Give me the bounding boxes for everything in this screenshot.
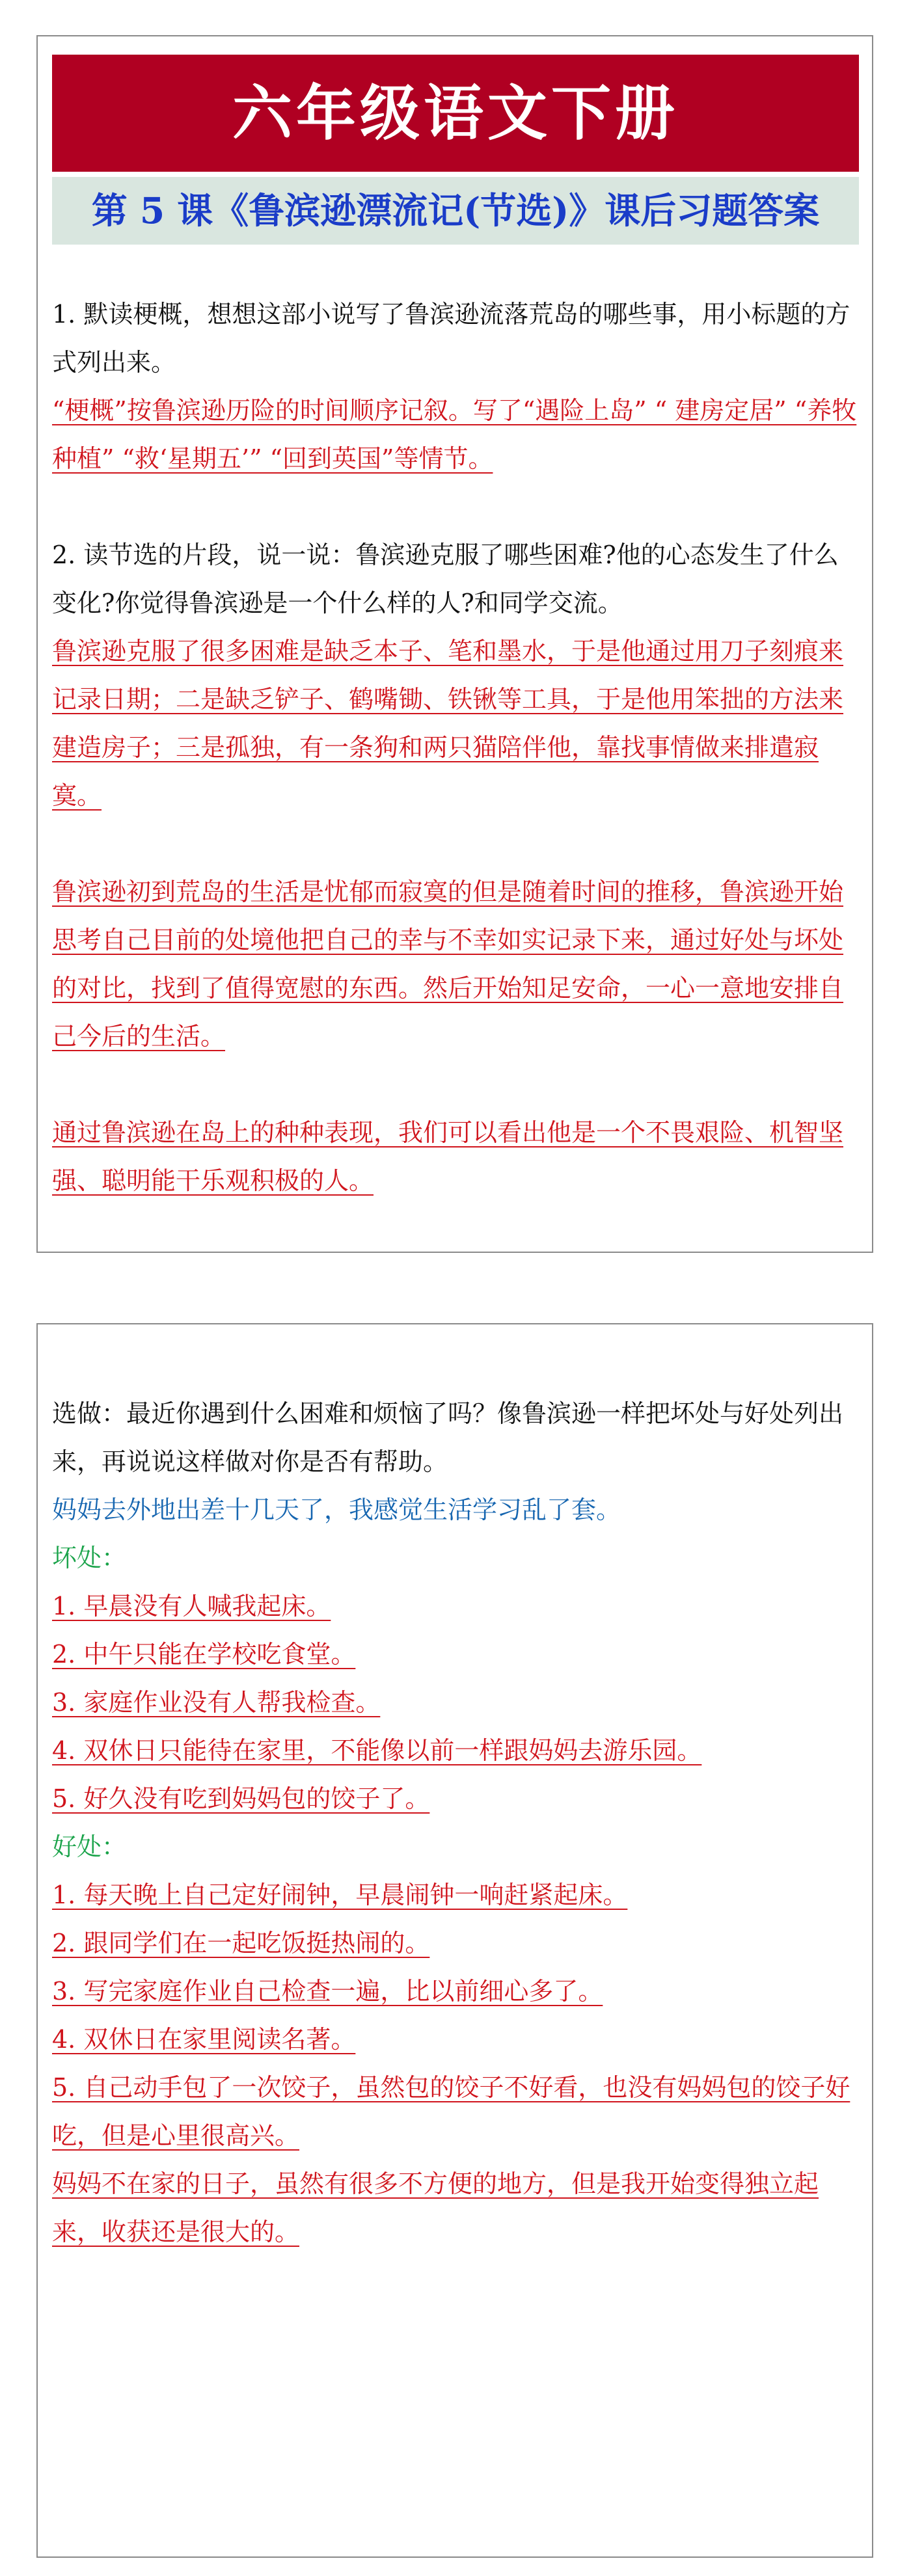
list-item-bad: 3. 家庭作业没有人帮我检查。 — [52, 1688, 381, 1717]
conclusion: 妈妈不在家的日子，虽然有很多不方便的地方，但是我开始变得独立起来，收获还是很大的。 — [52, 2169, 819, 2246]
answer-card-2 — [36, 1323, 873, 2558]
good-label: 好处： — [52, 1832, 127, 1861]
list-item-good: 3. 写完家庭作业自己检查一遍，比以前细心多了。 — [52, 1977, 603, 2006]
intro-text: 妈妈去外地出差十几天了，我感觉生活学习乱了套。 — [52, 1496, 621, 1524]
question-1: 1. 默读梗概，想想这部小说写了鲁滨逊流落荒岛的哪些事，用小标题的方式列出来。 — [52, 300, 850, 377]
section2-content — [52, 1389, 859, 2256]
bad-label: 坏处： — [52, 1544, 127, 1572]
spacer — [52, 483, 859, 531]
question-2: 2. 读节选的片段，说一说：鲁滨逊克服了哪些困难?他的心态发生了什么变化?你觉得鲁滨逊是一个什么样的人?和同学交流。 — [52, 541, 839, 617]
list-item-bad: 5. 好久没有吃到妈妈包的饺子了。 — [52, 1784, 430, 1813]
answer-2-part-3: 通过鲁滨逊在岛上的种种表现，我们可以看出他是一个不畏艰险、机智坚强、聪明能干乐观积极的人。 — [52, 1118, 844, 1195]
lesson-subtitle: 第 5 课《鲁滨逊漂流记(节选)》课后习题答案 — [52, 177, 859, 245]
list-item-good: 4. 双休日在家里阅读名著。 — [52, 2025, 356, 2054]
list-item-good: 2. 跟同学们在一起吃饭挺热闹的。 — [52, 1929, 430, 1957]
list-item-good: 1. 每天晚上自己定好闹钟，早晨闹钟一响赶紧起床。 — [52, 1881, 628, 1909]
answer-2-part-1: 鲁滨逊克服了很多困难是缺乏本子、笔和墨水，于是他通过用刀子刻痕来记录日期；二是缺乏铲子、鹤嘴锄、铁锹等工具，于是他用笨拙的方法来建造房子；三是孤独，有一条狗和两只猫陪伴他，靠找事情做来排遣寂寞。 — [52, 637, 844, 810]
answer-card-1 — [36, 35, 873, 1253]
list-item-good: 5. 自己动手包了一次饺子，虽然包的饺子不好看，也没有妈妈包的饺子好吃，但是心里很高兴。 — [52, 2073, 850, 2150]
answer-1: “梗概”按鲁滨逊历险的时间顺序记叙。写了“遇险上岛” “ 建房定居” “养牧种植” “救‘星期五’” “回到英国”等情节。 — [52, 396, 857, 473]
page-title: 六年级语文下册 — [52, 55, 859, 172]
list-item-bad: 2. 中午只能在学校吃食堂。 — [52, 1640, 356, 1669]
list-item-bad: 1. 早晨没有人喊我起床。 — [52, 1592, 331, 1620]
spacer — [52, 820, 859, 868]
answer-2-part-2: 鲁滨逊初到荒岛的生活是忧郁而寂寞的但是随着时间的推移，鲁滨逊开始思考自己目前的处境他把自己的幸与不幸如实记录下来，通过好处与坏处的对比，找到了值得宽慰的东西。然后开始知足安命，一心一意地安排自己今后的生活。 — [52, 878, 844, 1051]
question-3: 选做：最近你遇到什么困难和烦恼了吗？像鲁滨逊一样把坏处与好处列出来，再说说这样做对你是否有帮助。 — [52, 1399, 844, 1476]
list-item-bad: 4. 双休日只能待在家里，不能像以前一样跟妈妈去游乐园。 — [52, 1736, 702, 1765]
spacer — [52, 1060, 859, 1108]
section1-content — [52, 290, 859, 1205]
